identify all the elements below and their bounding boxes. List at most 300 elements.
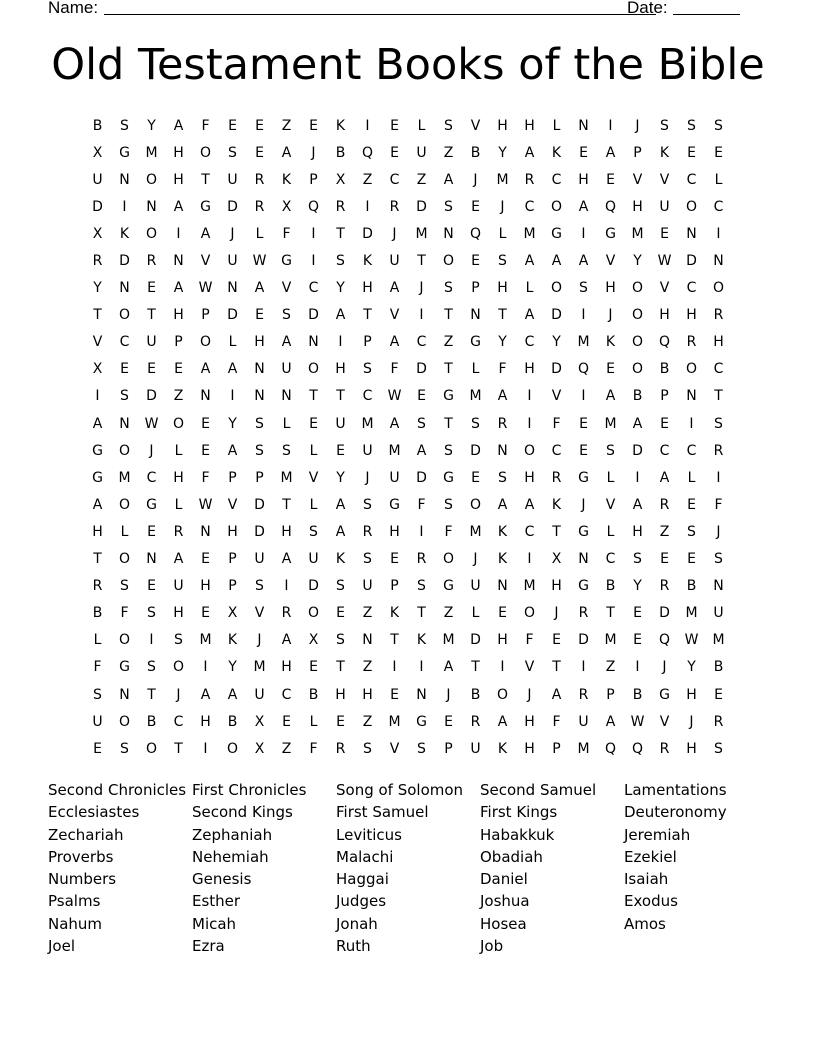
grid-letter: M (712, 632, 725, 649)
grid-letter: Y (498, 144, 507, 161)
grid-letter: J (608, 307, 613, 324)
grid-letter: J (446, 686, 451, 703)
grid-letter: R (254, 171, 265, 188)
grid-letter: E (336, 605, 345, 622)
grid-letter: N (470, 307, 481, 324)
grid-letter: B (605, 578, 616, 595)
grid-letter: H (389, 523, 400, 540)
grid-letter: V (659, 171, 670, 188)
grid-letter: C (362, 388, 373, 405)
grid-letter: E (390, 686, 399, 703)
grid-letter: H (578, 171, 589, 188)
grid-letter: E (471, 253, 480, 270)
grid-letter: O (118, 442, 131, 459)
grid-letter: W (252, 253, 267, 270)
grid-letter: T (417, 253, 426, 270)
grid-letter: A (632, 415, 643, 432)
grid-letter: G (389, 496, 400, 513)
grid-letter: H (281, 659, 292, 676)
grid-letter: R (713, 713, 724, 730)
grid-letter: I (365, 117, 370, 134)
grid-letter: L (309, 442, 318, 459)
grid-letter: O (685, 361, 698, 378)
word-list-item: Nehemiah (192, 847, 269, 866)
grid-letter: T (552, 659, 561, 676)
grid-letter: D (416, 469, 427, 486)
grid-letter: B (470, 686, 481, 703)
grid-letter: Q (604, 740, 617, 757)
grid-letter: J (176, 686, 181, 703)
grid-letter: C (686, 171, 697, 188)
grid-letter: P (444, 740, 453, 757)
grid-letter: T (606, 605, 615, 622)
grid-letter: X (308, 632, 319, 649)
grid-letter: E (282, 713, 291, 730)
grid-letter: U (254, 686, 265, 703)
word-list-item: Ecclesiastes (48, 803, 140, 822)
grid-letter: T (282, 496, 291, 513)
grid-letter: J (392, 225, 397, 242)
word-search-grid (84, 112, 732, 762)
grid-letter: C (551, 171, 562, 188)
grid-row (84, 302, 732, 329)
grid-letter: Z (443, 334, 454, 351)
grid-letter: V (389, 740, 400, 757)
grid-letter: I (635, 659, 640, 676)
grid-letter: J (581, 496, 586, 513)
grid-letter: R (659, 578, 670, 595)
word-list-column (192, 779, 336, 957)
grid-letter: D (254, 523, 265, 540)
grid-row (84, 681, 732, 708)
grid-letter: N (497, 442, 508, 459)
word-list-item: Joel (48, 937, 75, 956)
grid-letter: D (416, 361, 427, 378)
grid-letter: Z (281, 117, 292, 134)
grid-letter: R (173, 523, 184, 540)
grid-letter: D (308, 307, 319, 324)
word-list-item: Genesis (192, 870, 252, 889)
grid-letter: E (552, 632, 561, 649)
grid-letter: P (390, 578, 399, 595)
grid-letter: G (416, 713, 427, 730)
grid-letter: L (255, 225, 264, 242)
grid-letter: H (497, 117, 508, 134)
grid-letter: J (635, 117, 640, 134)
grid-letter: I (527, 551, 532, 568)
grid-letter: D (308, 578, 319, 595)
grid-letter: J (500, 198, 505, 215)
grid-letter: H (524, 713, 535, 730)
grid-row (84, 275, 732, 302)
grid-letter: V (551, 388, 562, 405)
grid-letter: O (118, 713, 131, 730)
grid-letter: K (416, 632, 427, 649)
grid-letter: E (309, 117, 318, 134)
grid-letter: E (120, 361, 129, 378)
grid-letter: J (554, 605, 559, 622)
grid-letter: P (606, 686, 615, 703)
grid-letter: C (524, 198, 535, 215)
word-list-item: Lamentations (624, 781, 727, 799)
grid-letter: U (389, 253, 400, 270)
grid-letter: E (336, 442, 345, 459)
grid-letter: A (551, 253, 562, 270)
grid-letter: B (335, 144, 346, 161)
grid-letter: K (497, 740, 508, 757)
grid-letter: O (118, 496, 131, 513)
grid-letter: A (551, 686, 562, 703)
grid-letter: F (390, 361, 399, 378)
grid-letter: T (309, 388, 318, 405)
grid-letter: F (714, 496, 723, 513)
grid-letter: A (227, 442, 238, 459)
grid-letter: H (524, 469, 535, 486)
grid-letter: E (390, 551, 399, 568)
grid-letter: O (442, 551, 455, 568)
grid-letter: M (577, 334, 590, 351)
grid-letter: K (227, 632, 238, 649)
grid-letter: G (659, 686, 670, 703)
grid-letter: X (92, 225, 103, 242)
grid-letter: L (417, 117, 426, 134)
grid-letter: M (388, 713, 401, 730)
grid-letter: H (524, 117, 535, 134)
word-list-item: Job (480, 937, 504, 956)
grid-letter: N (146, 551, 157, 568)
grid-letter: E (147, 523, 156, 540)
grid-letter: S (174, 632, 183, 649)
grid-row (84, 546, 732, 573)
grid-row (84, 654, 732, 681)
grid-letter: A (254, 280, 265, 297)
grid-letter: A (497, 496, 508, 513)
grid-letter: H (497, 280, 508, 297)
grid-letter: R (146, 253, 157, 270)
grid-letter: N (119, 280, 130, 297)
grid-letter: N (362, 632, 373, 649)
grid-letter: S (363, 740, 372, 757)
grid-letter: A (92, 415, 103, 432)
word-list-item: Malachi (336, 847, 394, 866)
grid-letter: A (416, 442, 427, 459)
grid-letter: O (172, 415, 185, 432)
grid-row (84, 410, 732, 437)
grid-letter: E (687, 144, 696, 161)
grid-letter: M (145, 144, 158, 161)
grid-letter: T (336, 225, 345, 242)
grid-letter: J (257, 632, 262, 649)
grid-letter: O (145, 740, 158, 757)
grid-letter: P (309, 171, 318, 188)
grid-letter: C (524, 334, 535, 351)
grid-letter: A (200, 225, 211, 242)
grid-letter: L (687, 469, 696, 486)
word-list-item: Exodus (624, 892, 678, 911)
grid-letter: R (686, 334, 697, 351)
grid-letter: S (336, 578, 345, 595)
grid-letter: D (686, 253, 697, 270)
grid-letter: Y (552, 334, 561, 351)
grid-letter: S (363, 361, 372, 378)
grid-letter: T (93, 551, 102, 568)
grid-letter: N (578, 117, 589, 134)
grid-letter: N (254, 361, 265, 378)
grid-letter: V (200, 253, 211, 270)
grid-letter: F (120, 605, 129, 622)
grid-letter: T (444, 307, 453, 324)
grid-letter: F (444, 523, 453, 540)
grid-letter: J (662, 659, 667, 676)
grid-letter: K (335, 117, 346, 134)
grid-letter: L (471, 605, 480, 622)
grid-letter: N (200, 523, 211, 540)
grid-letter: A (524, 496, 535, 513)
grid-letter: M (523, 578, 536, 595)
grid-letter: J (311, 144, 316, 161)
word-list-item: First Chronicles (192, 781, 307, 799)
word-list-item: Leviticus (336, 825, 402, 844)
grid-letter: T (336, 388, 345, 405)
grid-letter: L (93, 632, 102, 649)
grid-letter: I (689, 415, 694, 432)
grid-letter: Y (93, 280, 102, 297)
grid-letter: E (336, 713, 345, 730)
grid-letter: F (552, 415, 561, 432)
grid-letter: Z (362, 605, 373, 622)
grid-letter: A (173, 280, 184, 297)
grid-letter: U (308, 551, 319, 568)
grid-letter: H (200, 713, 211, 730)
grid-letter: Z (362, 713, 373, 730)
grid-letter: L (309, 496, 318, 513)
grid-letter: L (228, 334, 237, 351)
grid-letter: F (282, 225, 291, 242)
grid-letter: C (659, 442, 670, 459)
grid-letter: C (416, 334, 427, 351)
grid-letter: I (284, 578, 289, 595)
grid-letter: O (631, 361, 644, 378)
grid-letter: E (390, 144, 399, 161)
grid-letter: D (119, 253, 130, 270)
grid-letter: W (198, 496, 213, 513)
grid-letter: E (714, 144, 723, 161)
grid-letter: M (199, 632, 212, 649)
grid-row (84, 329, 732, 356)
grid-letter: E (579, 442, 588, 459)
grid-letter: A (605, 388, 616, 405)
grid-letter: H (200, 578, 211, 595)
grid-letter: S (444, 280, 453, 297)
grid-letter: J (473, 171, 478, 188)
grid-letter: Y (633, 253, 642, 270)
grid-letter: R (254, 198, 265, 215)
word-list-item: Zephaniah (192, 825, 273, 844)
word-list-item: Jonah (336, 914, 378, 933)
grid-letter: A (578, 253, 589, 270)
grid-letter: A (497, 713, 508, 730)
grid-letter: A (173, 117, 184, 134)
grid-row (84, 166, 732, 193)
grid-letter: N (713, 253, 724, 270)
name-date-header (48, 0, 740, 20)
grid-letter: E (606, 361, 615, 378)
grid-letter: I (338, 334, 343, 351)
grid-letter: F (201, 469, 210, 486)
grid-letter: V (605, 253, 616, 270)
grid-letter: P (228, 578, 237, 595)
grid-letter: C (146, 469, 157, 486)
grid-letter: G (92, 469, 103, 486)
grid-letter: Y (336, 469, 345, 486)
grid-letter: V (254, 605, 265, 622)
grid-letter: A (200, 686, 211, 703)
grid-letter: U (470, 578, 481, 595)
grid-letter: I (203, 659, 208, 676)
grid-letter: W (657, 253, 672, 270)
grid-letter: O (145, 225, 158, 242)
word-list-item: Amos (624, 914, 666, 933)
grid-letter: I (608, 117, 613, 134)
grid-letter: O (523, 605, 536, 622)
grid-letter: S (444, 442, 453, 459)
grid-letter: I (500, 659, 505, 676)
grid-row (84, 573, 732, 600)
grid-letter: S (336, 632, 345, 649)
grid-letter: Q (361, 144, 374, 161)
grid-letter: H (173, 605, 184, 622)
grid-letter: T (363, 307, 372, 324)
grid-letter: A (335, 523, 346, 540)
grid-letter: L (282, 415, 291, 432)
grid-letter: S (714, 117, 723, 134)
grid-letter: R (335, 740, 346, 757)
grid-letter: V (92, 334, 103, 351)
grid-letter: P (660, 388, 669, 405)
grid-letter: G (92, 442, 103, 459)
grid-row (84, 437, 732, 464)
grid-letter: I (716, 225, 721, 242)
grid-letter: B (632, 388, 643, 405)
grid-letter: A (497, 388, 508, 405)
grid-letter: M (118, 469, 131, 486)
grid-letter: E (660, 551, 669, 568)
grid-letter: U (389, 469, 400, 486)
grid-letter: N (281, 388, 292, 405)
grid-letter: I (419, 307, 424, 324)
grid-letter: Z (362, 171, 373, 188)
grid-letter: O (469, 496, 482, 513)
grid-letter: P (471, 280, 480, 297)
grid-letter: X (335, 171, 346, 188)
grid-letter: Z (605, 659, 616, 676)
grid-row (84, 247, 732, 274)
grid-letter: I (419, 523, 424, 540)
grid-letter: V (659, 713, 670, 730)
grid-letter: S (714, 740, 723, 757)
grid-letter: O (199, 334, 212, 351)
word-list-item: Jeremiah (624, 825, 691, 844)
grid-letter: R (335, 198, 346, 215)
grid-letter: K (497, 523, 508, 540)
grid-letter: S (336, 253, 345, 270)
grid-letter: S (417, 578, 426, 595)
grid-letter: X (281, 198, 292, 215)
grid-letter: H (605, 280, 616, 297)
word-list-item: Ezra (192, 937, 225, 956)
grid-letter: G (470, 334, 481, 351)
grid-letter: I (122, 198, 127, 215)
grid-letter: S (309, 523, 318, 540)
grid-letter: N (443, 225, 454, 242)
grid-letter: A (335, 307, 346, 324)
grid-letter: X (227, 605, 238, 622)
grid-letter: F (552, 713, 561, 730)
grid-letter: E (714, 686, 723, 703)
grid-letter: R (578, 605, 589, 622)
grid-letter: E (201, 442, 210, 459)
grid-letter: H (524, 740, 535, 757)
grid-row (84, 356, 732, 383)
grid-row (84, 708, 732, 735)
grid-letter: O (631, 334, 644, 351)
grid-letter: E (633, 605, 642, 622)
grid-letter: N (173, 253, 184, 270)
grid-letter: C (713, 361, 724, 378)
grid-letter: A (281, 551, 292, 568)
grid-letter: M (253, 659, 266, 676)
grid-letter: E (660, 415, 669, 432)
grid-row (84, 518, 732, 545)
grid-row (84, 600, 732, 627)
grid-letter: M (496, 171, 509, 188)
grid-letter: O (307, 605, 320, 622)
grid-letter: X (551, 551, 562, 568)
grid-letter: O (496, 686, 509, 703)
grid-letter: X (92, 361, 103, 378)
grid-letter: J (716, 523, 721, 540)
grid-letter: M (388, 442, 401, 459)
grid-letter: O (172, 659, 185, 676)
word-list-column (48, 779, 192, 957)
grid-letter: E (417, 388, 426, 405)
grid-letter: P (552, 740, 561, 757)
grid-letter: R (281, 605, 292, 622)
grid-letter: B (92, 117, 103, 134)
grid-letter: H (281, 523, 292, 540)
grid-letter: S (687, 117, 696, 134)
grid-letter: I (527, 388, 532, 405)
grid-letter: E (147, 361, 156, 378)
grid-letter: E (255, 307, 264, 324)
grid-letter: N (416, 686, 427, 703)
grid-letter: R (92, 578, 103, 595)
grid-letter: F (93, 659, 102, 676)
grid-letter: O (523, 442, 536, 459)
grid-letter: R (416, 551, 427, 568)
word-list-item: First Samuel (336, 803, 429, 822)
grid-letter: S (714, 551, 723, 568)
grid-letter: T (444, 415, 453, 432)
grid-letter: K (281, 171, 292, 188)
grid-letter: U (92, 171, 103, 188)
grid-letter: T (444, 361, 453, 378)
grid-letter: P (363, 334, 372, 351)
grid-letter: B (146, 713, 157, 730)
grid-letter: I (311, 225, 316, 242)
grid-letter: I (203, 740, 208, 757)
grid-letter: S (660, 117, 669, 134)
